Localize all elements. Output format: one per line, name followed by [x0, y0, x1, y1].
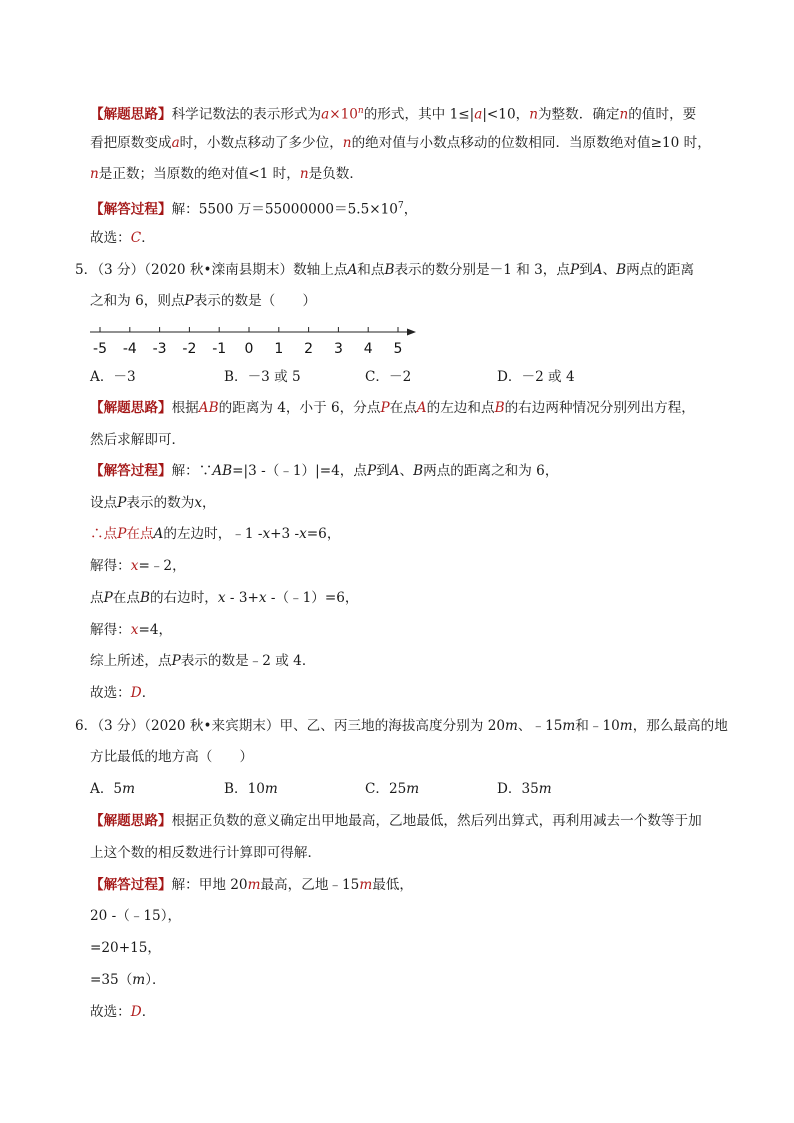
q5-thinking-line-1: 【解题思路】根据AB的距离为 4，小于 6，分点P在点A的左边和点B的右边两种情况分别列出方程，	[90, 400, 695, 416]
q6-process-line-2: 20 -（﹣15），	[90, 908, 182, 924]
q6-process-line-1: 【解答过程】解：甲地 20m最高，乙地﹣15m最低，	[90, 877, 413, 893]
number-line-label: 5	[393, 341, 403, 357]
q5-thinking-line-2: 然后求解即可．	[90, 432, 186, 448]
number-line	[86, 320, 426, 360]
q4-thinking-line-3: n是正数；当原数的绝对值<1 时，n是负数．	[90, 166, 363, 182]
q5-option-b: B．－3 或 5	[224, 369, 301, 385]
q5-process-line-6: 解得：x=4，	[90, 622, 173, 638]
q4-process-line: 【解答过程】解：5500 万$=55000000=5.5\times 10^7$，	[90, 201, 418, 218]
number-line-label: -5	[93, 341, 107, 357]
q5-process-line-1: 【解答过程】解：∵AB=|3 -（﹣1）|=4，点P到A、B两点的距离之和为 6，	[90, 463, 559, 479]
q5-process-line-3: ∴点P在点A的左边时，﹣1 -x+3 -x=6，	[90, 526, 341, 542]
q6-option-d: D．35m	[497, 781, 552, 797]
number-line-label: -3	[152, 341, 167, 357]
number-line-label: 1	[274, 341, 284, 357]
q6-thinking-line-2: 上这个数的相反数进行计算即可得解．	[90, 845, 322, 861]
q6-stem-line-2: 方比最低的地方高（ ）	[90, 749, 254, 765]
q6-stem-line-1: 6．（3 分）（2020 秋•来宾期末）甲、乙、丙三地的海拔高度分别为 20m、﹣15m和﹣10m，那么最高的地	[75, 718, 728, 734]
number-line-label: 2	[304, 341, 314, 357]
number-line-label: -4	[122, 341, 137, 357]
q5-option-d: D．－2 或 4	[497, 369, 575, 385]
q5-process-line-4: 解得：x=﹣2，	[90, 558, 186, 574]
number-line-label: -2	[182, 341, 197, 357]
q6-process-line-4: =35（m）．	[90, 972, 166, 988]
q5-answer-line: 故选：D．	[90, 685, 156, 701]
number-line-label: 0	[244, 341, 254, 357]
q6-option-a: A．5m	[90, 781, 135, 797]
thinking-label: 【解题思路】	[90, 106, 172, 123]
q5-option-c: C．－2	[365, 369, 412, 385]
q5-process-line-7: 综上所述，点P表示的数是﹣2 或 4．	[90, 653, 316, 669]
number-line-label: -1	[212, 341, 227, 357]
q6-option-c: C．25m	[365, 781, 420, 797]
q5-stem-line-1: 5．（3 分）（2020 秋•滦南县期末）数轴上点A和点B表示的数分别是－1 和 3，点P到A、B两点的距离	[75, 262, 695, 278]
q5-option-a: A．－3	[90, 369, 136, 385]
q6-process-line-3: =20+15，	[90, 940, 161, 956]
number-line-label: 3	[333, 341, 343, 357]
q6-answer-line: 故选：D．	[90, 1004, 156, 1020]
q5-stem-line-2: 之和为 6，则点P表示的数是（ ）	[90, 293, 317, 309]
q5-process-line-5: 点P在点B的右边时，x - 3+x -（﹣1）=6，	[90, 590, 359, 606]
q6-thinking-line-1: 【解题思路】根据正负数的意义确定出甲地最高，乙地最低，然后列出算式，再利用减去一个数等于加	[90, 813, 702, 829]
process-label: 【解答过程】	[90, 201, 172, 218]
q6-option-b: B．10m	[224, 781, 278, 797]
q4-thinking-line-1: 【解题思路】科学记数法的表示形式为$a\times 10^n$的形式，其中 1≤|a|<10，n为整数．确定n的值时，要	[90, 106, 697, 123]
q4-thinking-line-2: 看把原数变成a时，小数点移动了多少位，n的绝对值与小数点移动的位数相同．当原数绝对值≥10 时，	[90, 135, 711, 151]
number-line-arrow	[407, 329, 416, 336]
q5-process-line-2: 设点P表示的数为x，	[90, 495, 216, 511]
q4-answer-line: 故选：C．	[90, 230, 155, 246]
number-line-label: 4	[363, 341, 373, 357]
